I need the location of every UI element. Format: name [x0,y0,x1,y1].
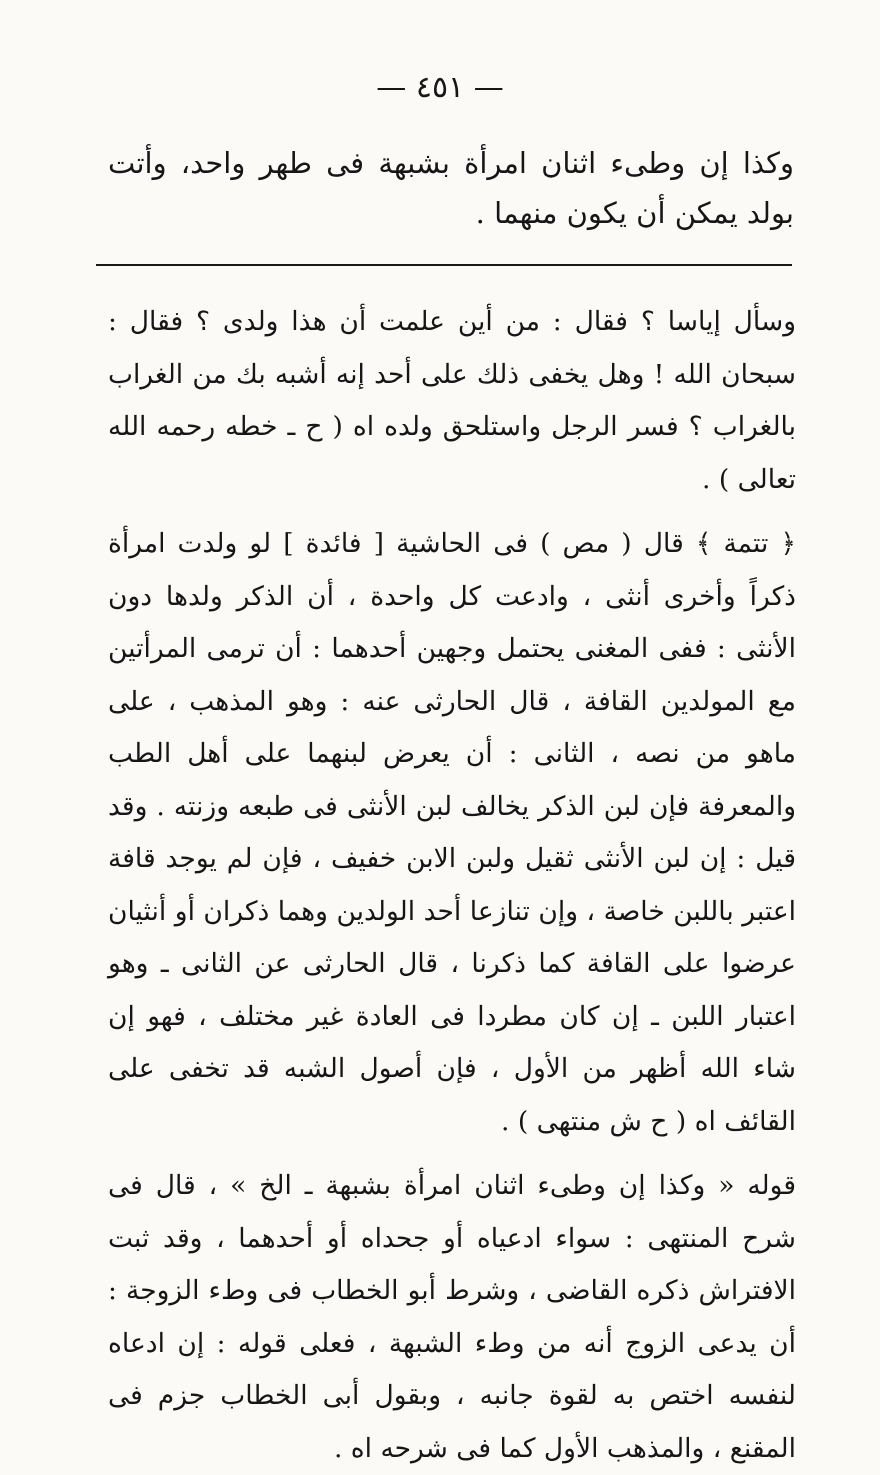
footnote-paragraph: قوله « وكذا إن وطىء اثنان امرأة بشبهة ـ الخ » ، قال فى شرح المنتهى : سواء ادعياه أو جحداه أو أحدهما ، وقد ثبت الافتراش ذكره القاضى ، وشرط أبو الخطاب فى وطء الزوجة : أن يدعى الزوج أنه من وطء الشبهة ، فعلى قوله : إن ادعاه لنفسه اختص به لقوة جانبه ، وبقول أبى الخطاب جزم فى المقنع ، والمذهب الأول كما فى شرحه اه . [108,1170,796,1464]
footnote-paragraph: وسأل إياسا ؟ فقال : من أين علمت أن هذا ولدى ؟ فقال : سبحان الله ! وهل يخفى ذلك على أحد إنه أشبه بك من الغراب بالغراب ؟ فسر الرجل واستلحق ولده اه ( ح ـ خطه رحمه الله تعالى ) . [108,306,796,495]
footnote-separator [96,264,792,266]
footnote-paragraph: ﴿ تتمة ﴾ قال ( مص ) فى الحاشية [ فائدة ] لو ولدت امرأة ذكراً وأخرى أنثى ، وادعت كل واحدة ، أن الذكر ولدها دون الأنثى : ففى المغنى يحتمل وجهين أحدهما : أن ترمى المرأتين مع المولدين القافة ، قال الحارثى عنه : وهو المذهب ، على ماهو من نصه ، الثانى : أن يعرض لبنهما على أهل الطب والمعرفة فإن لبن الذكر يخالف لبن الأنثى فى طبعه وزنته . وقد قيل : إن لبن الأنثى ثقيل ولبن الابن خفيف ، فإن لم يوجد قافة اعتبر باللبن خاصة ، وإن تنازعا أحد الولدين وهما ذكران أو أنثيان عرضوا على القافة كما ذكرنا ، قال الحارثى عن الثانى ـ وهو اعتبار اللبن ـ إن كان مطردا فى العادة غير مختلف ، فهو إن شاء الله أظهر من الأول ، فإن أصول الشبه قد تخفى على القائف اه ( ح ش منتهى ) . [108,528,796,1137]
main-text [108,138,794,238]
footnotes [108,296,796,1475]
page-number: — ٤٥١ — [376,70,504,105]
main-paragraph: وكذا إن وطىء اثنان امرأة بشبهة فى طهر واحد، وأتت بولد يمكن أن يكون منهما . [108,146,794,230]
